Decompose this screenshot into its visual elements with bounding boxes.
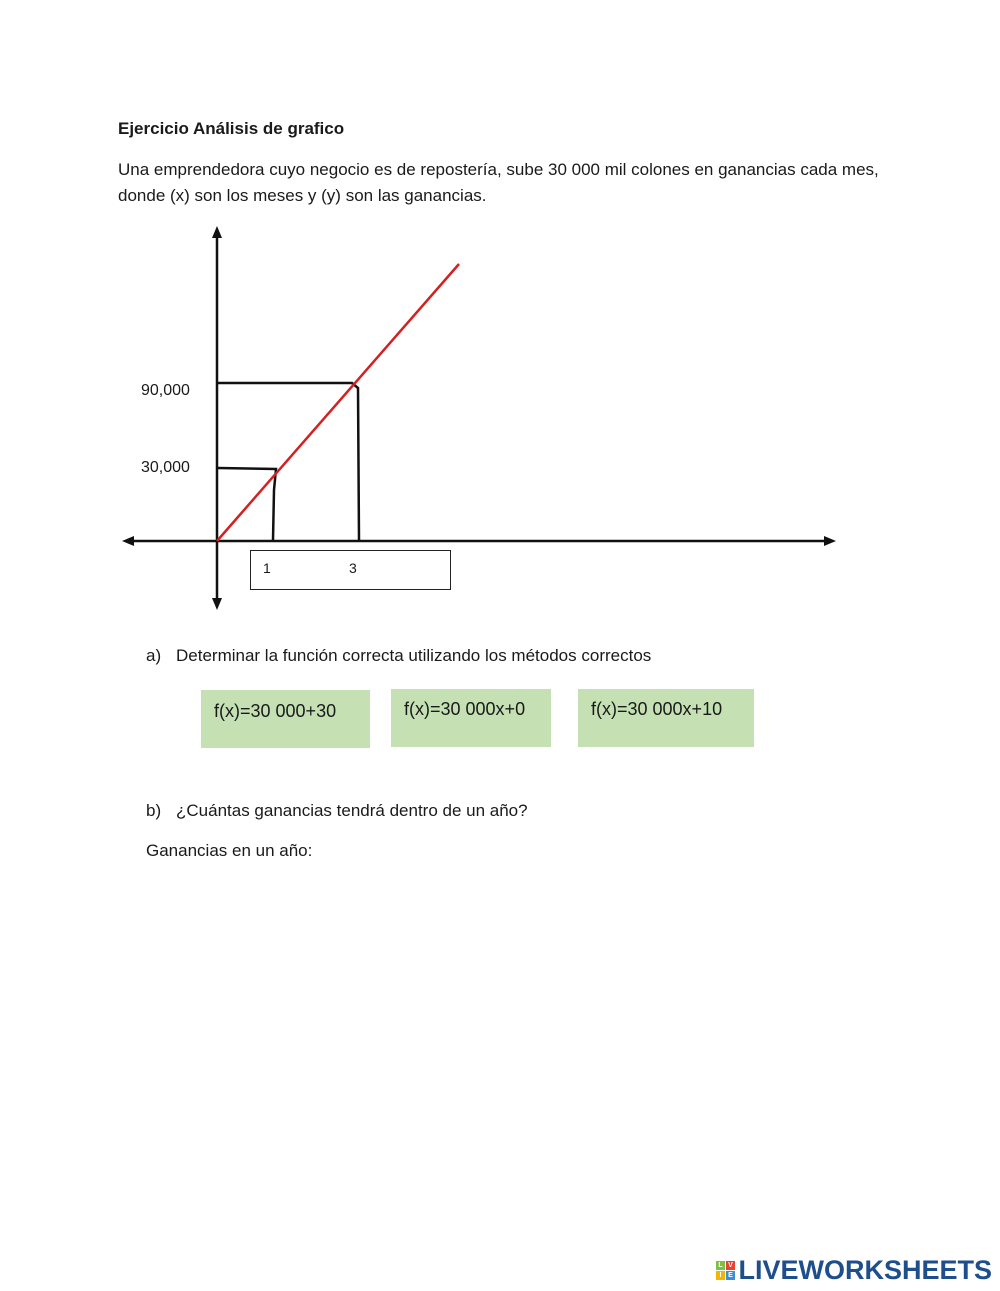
question-b-marker: b) xyxy=(146,801,162,820)
function-line xyxy=(217,264,459,541)
logo-tile-e: E xyxy=(726,1271,735,1280)
x-label-3: 3 xyxy=(349,560,357,576)
x-axis-arrow-right xyxy=(824,536,836,546)
logo-tile-v: V xyxy=(726,1261,735,1270)
option-2-button[interactable] xyxy=(391,689,551,747)
x-axis-arrow-left xyxy=(122,536,134,546)
answer-label: Ganancias en un año: xyxy=(146,841,313,860)
logo-tile-i: I xyxy=(716,1271,725,1280)
y-axis-arrow-down xyxy=(212,598,222,610)
option-3-button[interactable] xyxy=(578,689,754,747)
option-2-label: f(x)=30 000x+0 xyxy=(404,699,526,719)
y-label-90000: 90,000 xyxy=(141,382,190,399)
liveworksheets-logo xyxy=(715,1256,992,1284)
function-graph xyxy=(0,0,1000,640)
option-1-label: f(x)=30 000+30 xyxy=(214,701,337,721)
logo-text: LIVEWORKSHEETS xyxy=(738,1254,992,1285)
exercise-title: Ejercicio Análisis de grafico xyxy=(118,119,345,138)
question-a-marker: a) xyxy=(146,646,162,665)
y-axis-arrow-up xyxy=(212,226,222,238)
option-1-button[interactable] xyxy=(201,690,370,748)
question-b-text: ¿Cuántas ganancias tendrá dentro de un año? xyxy=(176,801,528,820)
logo-tiles-icon-2 xyxy=(725,1260,735,1280)
question-a-text: Determinar la función correcta utilizando los métodos correctos xyxy=(176,646,652,665)
x-axis-label-box xyxy=(250,550,451,590)
logo-tile-l: L xyxy=(716,1261,725,1270)
problem-statement: Una emprendedora cuyo negocio es de repostería, sube 30 000 mil colones en ganancias cada mes, donde (x) son los meses y (y) son las ganancias. xyxy=(118,160,879,205)
x-label-1: 1 xyxy=(263,560,271,576)
option-3-label: f(x)=30 000x+10 xyxy=(591,699,723,719)
y-label-30000: 30,000 xyxy=(141,459,190,476)
logo-tiles-icon xyxy=(715,1260,725,1280)
